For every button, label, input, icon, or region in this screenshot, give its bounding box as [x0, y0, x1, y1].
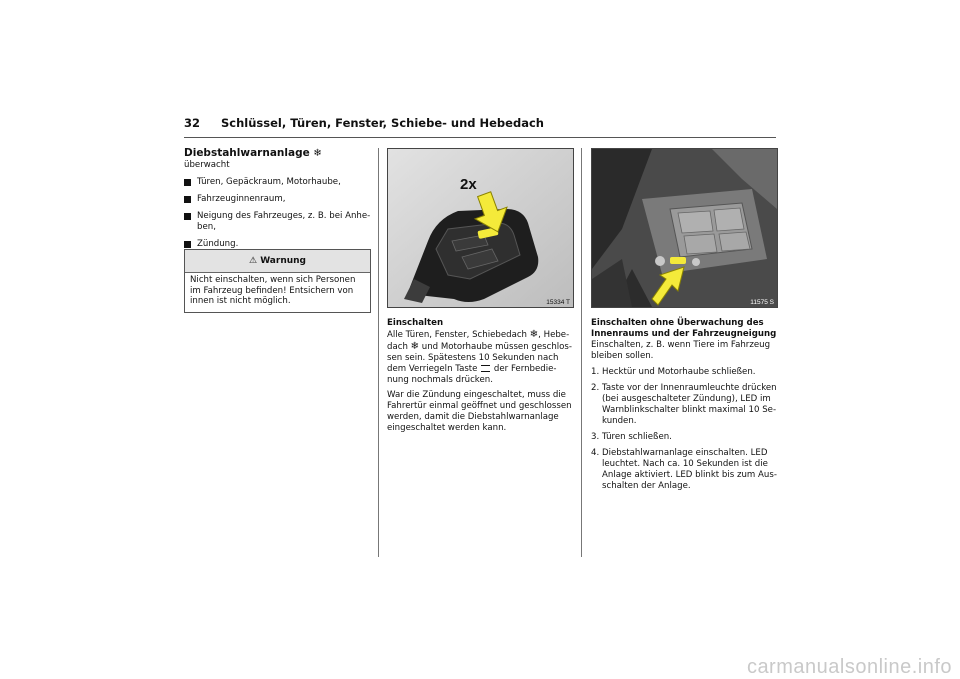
list-item: Türen, Gepäckraum, Motorhaube, [184, 177, 372, 188]
list-item: 4. Diebstahlwarnanlage einschalten. LED leuchtet. Nach ca. 10 Sekunden ist die Anlage aktiviert. LED blinkt bis zum Aus-schalten der Anlage. [591, 448, 777, 491]
interior-light-image [591, 148, 778, 308]
snowflake-icon: ❄ [529, 329, 539, 340]
key-fob-illustration [388, 149, 573, 307]
bullet-square-icon [184, 179, 191, 186]
image-code: 15334 T [546, 299, 570, 306]
press-twice-label: 2x [460, 176, 477, 193]
paragraph: War die Zündung eingeschaltet, muss die Fahrertür einmal geöffnet und geschlossen werden, damit die Diebstahlwarnanlage eingeschaltet werden kann. [387, 390, 572, 433]
warning-box [184, 249, 371, 313]
middle-column [387, 318, 577, 434]
snowflake-icon: ❄ [410, 341, 420, 352]
list-item: Neigung des Fahrzeuges, z. B. bei Anhe-ben, [184, 211, 372, 233]
bullet-square-icon [184, 213, 191, 220]
watermark: carmanualsonline.info [746, 656, 952, 678]
warning-icon: ⚠ [248, 256, 258, 266]
warning-header: ⚠ Warnung [185, 250, 370, 273]
bullet-square-icon [184, 196, 191, 203]
left-column [184, 147, 372, 250]
section-heading: Diebstahlwarnanlage ❄ [184, 147, 322, 159]
paragraph: Alle Türen, Fenster, Schiebedach ❄, Hebe-dach ❄ und Motorhaube müssen geschlos-sen sein. Spätestens 10 Sekunden nach dem Verriegeln Taste der Fernbedie-nung nochmals drücken. [387, 329, 573, 385]
list-item: 3. Türen schließen. [591, 432, 672, 442]
key-fob-image [387, 148, 574, 308]
page-number: 32 [184, 116, 201, 130]
snowflake-icon: ❄ [313, 148, 322, 159]
interior-light-illustration [592, 149, 777, 307]
list-item: 2. Taste vor der Innenraumleuchte drücken (bei ausgeschalteter Zündung), LED im Warnblinkschalter blinkt maximal 10 Se-kunden. [591, 383, 777, 426]
list-item: 1. Hecktür und Motorhaube schließen. [591, 367, 756, 377]
list-item: Fahrzeuginnenraum, [184, 194, 372, 205]
chapter-title: Schlüssel, Türen, Fenster, Schiebe- und Hebedach [221, 116, 544, 130]
intro-text: Einschalten, z. B. wenn Tiere im Fahrzeug bleiben sollen. [591, 340, 771, 361]
column-divider-left [378, 148, 379, 557]
column-divider-right [581, 148, 582, 557]
list-item: Zündung. [184, 239, 372, 250]
image-code: 11575 S [750, 299, 774, 306]
bullet-square-icon [184, 241, 191, 248]
subheading: Einschalten [387, 318, 444, 328]
subheading: Einschalten ohne Überwachung des Innenraums und der Fahrzeugneigung [591, 318, 777, 339]
warning-text: Nicht einschalten, wenn sich Personen im Fahrzeug befinden! Entsichern von innen ist nicht möglich. [190, 275, 356, 306]
intro-text: überwacht [184, 160, 230, 170]
header-divider [184, 137, 776, 138]
lock-key-icon [481, 365, 490, 372]
right-column [591, 318, 781, 492]
